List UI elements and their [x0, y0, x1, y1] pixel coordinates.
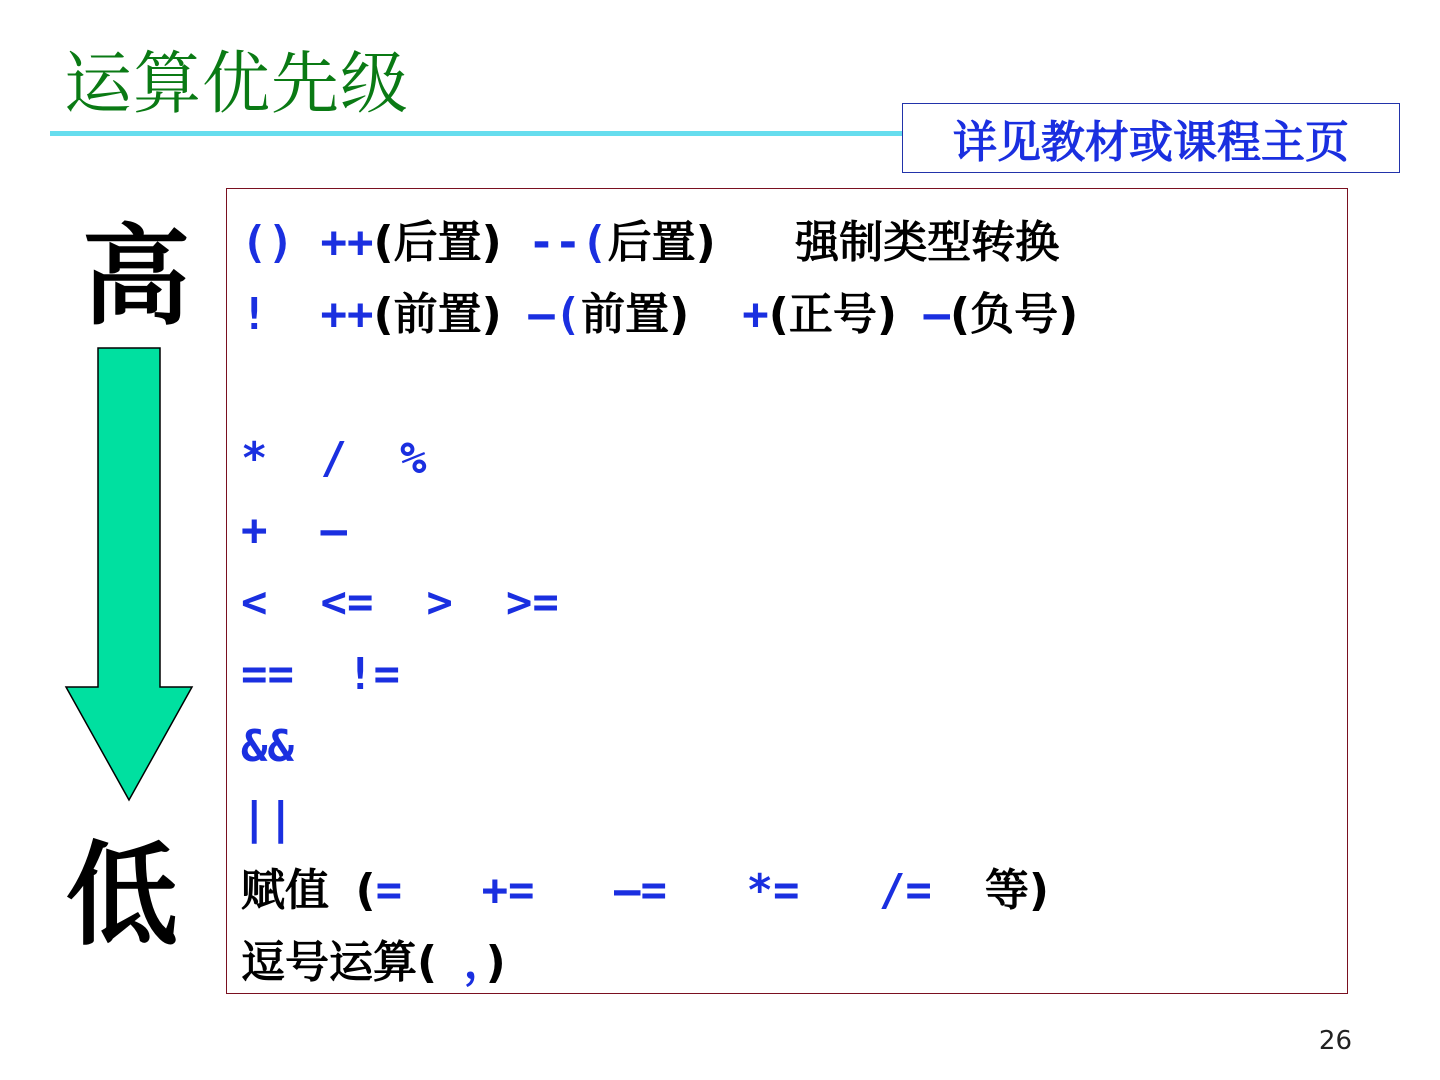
precedence-row-2: ! ++(前置) —(前置) +(正号) –(负号) [241, 289, 1079, 340]
precedence-row-relational: < <= > >= [241, 577, 559, 628]
high-label: 高 [82, 215, 191, 340]
assignment-operators: = += –= *= /= [375, 865, 932, 916]
title-underline [50, 131, 910, 136]
precedence-row-logical-or: || [241, 793, 294, 844]
precedence-row-assignment: 赋值 (= += –= *= /= 等) [241, 865, 1049, 916]
op-unary-plus: + [742, 289, 769, 340]
reference-note: 详见教材或课程主页 [953, 117, 1349, 168]
op-postfix-inc: ++ [320, 217, 374, 268]
reference-note-box [902, 103, 1400, 173]
op-type-cast: 强制类型转换 [795, 217, 1060, 268]
precedence-row-additive: + – [241, 505, 347, 556]
precedence-row-multiplicative: * / % [241, 433, 427, 484]
down-arrow-icon [60, 345, 200, 805]
comma-label: 逗号运算 [241, 937, 417, 988]
op-prefix-dec: —( [528, 289, 582, 340]
precedence-row-equality: == != [241, 649, 400, 700]
page-number: 26 [1318, 1026, 1352, 1056]
assignment-label: 赋值 [241, 865, 329, 916]
op-unary-minus: – [923, 289, 950, 340]
op-not: ! [241, 289, 268, 340]
comma-operator: ， [463, 937, 486, 988]
op-prefix-inc: ++ [320, 289, 374, 340]
precedence-row-comma: 逗号运算( ，) [241, 937, 506, 988]
op-postfix-dec: --( [528, 217, 608, 268]
slide-title: 运算优先级 [64, 45, 410, 124]
precedence-row-1: () ++(后置) --(后置) 强制类型转换 [241, 217, 1060, 268]
precedence-row-logical-and: && [241, 721, 294, 772]
low-label: 低 [66, 831, 178, 961]
operator-precedence-box [226, 188, 1348, 994]
op-parens: () [241, 217, 294, 268]
